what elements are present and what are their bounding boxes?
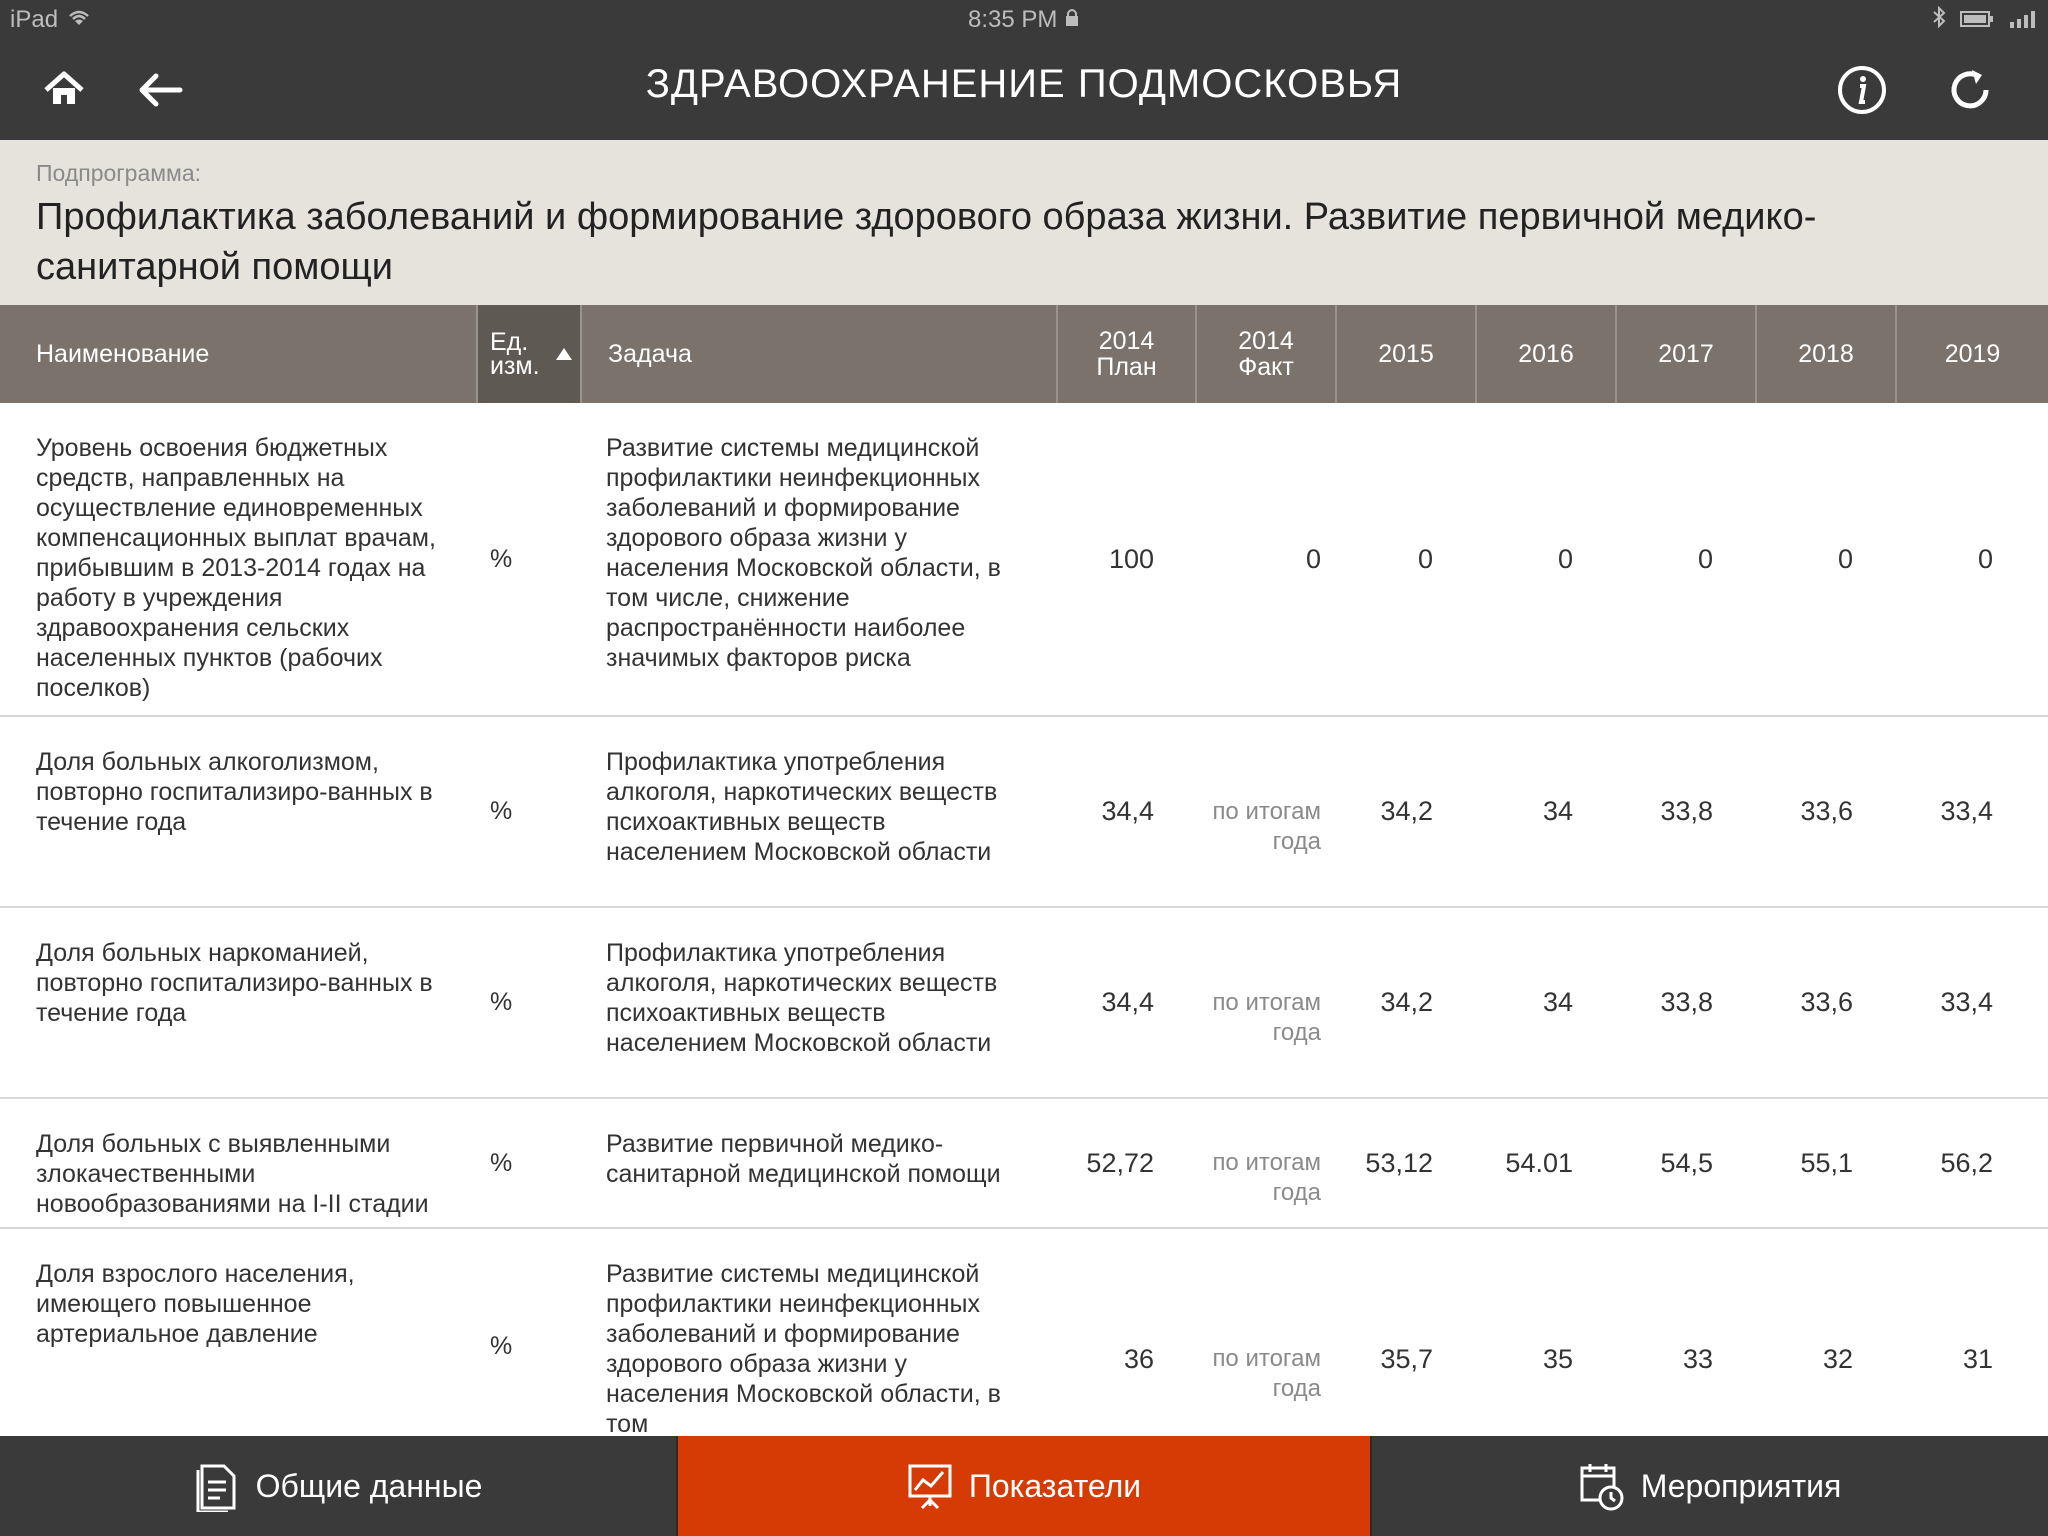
device-name: iPad <box>10 6 59 33</box>
table-row[interactable] <box>0 717 2048 908</box>
top-bar <box>0 0 2048 140</box>
row-2015: 34,2 <box>1380 987 1433 1017</box>
bottom-tab-bar <box>0 1436 2048 1536</box>
row-2019: 33,4 <box>1940 987 1993 1017</box>
column-header-task-label: Задача <box>608 339 692 368</box>
column-header-2019[interactable] <box>1897 305 2048 403</box>
column-header-2014-plan[interactable] <box>1058 305 1197 403</box>
table-row[interactable] <box>0 1229 2048 1436</box>
row-name: Доля больных с выявленными злокачественными новообразованиями на I-II стадии <box>36 1130 429 1218</box>
row-2015: 53,12 <box>1365 1147 1433 1178</box>
row-2015: 34,2 <box>1380 796 1433 826</box>
column-header-2014-fact[interactable] <box>1197 305 1337 403</box>
row-task: Профилактика употребления алкоголя, наркотических веществ психоактивных веществ населением Московской области <box>606 939 998 1057</box>
row-2019: 0 <box>1977 543 1993 574</box>
row-unit: % <box>490 988 513 1016</box>
table-header <box>0 305 2048 403</box>
lock-icon <box>1064 6 1080 33</box>
refresh-button[interactable] <box>1940 60 2000 120</box>
row-2017: 54,5 <box>1660 1147 1713 1178</box>
sort-ascending-icon <box>556 348 572 360</box>
row-2017: 0 <box>1697 543 1713 574</box>
document-icon <box>194 1460 240 1512</box>
column-header-name-label: Наименование <box>36 339 210 368</box>
row-2014-fact: по итогам года <box>1212 797 1321 855</box>
row-2018: 55,1 <box>1800 1147 1853 1178</box>
signal-icon <box>2008 7 2038 35</box>
column-header-2017[interactable] <box>1617 305 1757 403</box>
table-row[interactable] <box>0 403 2048 717</box>
row-unit: % <box>490 544 513 573</box>
indicators-table[interactable] <box>0 403 2048 1436</box>
row-name: Доля больных алкоголизмом, повторно госпитализиро-ванных в течение года <box>36 748 433 836</box>
column-header-2016-label: 2016 <box>1518 340 1574 368</box>
row-2015: 0 <box>1417 543 1433 574</box>
refresh-icon <box>1940 60 2000 120</box>
row-task: Развитие системы медицинской профилактики неинфекционных заболеваний и формирование здорового образа жизни у населения Московской области, в том числе, снижение распространённости наиболее значимых факторов риска <box>606 434 1001 672</box>
row-2014-plan: 52,72 <box>1086 1147 1154 1178</box>
status-bar <box>0 0 2048 40</box>
row-task: Развитие системы медицинской профилактики неинфекционных заболеваний и формирование здорового образа жизни у населения Московской области, в том <box>606 1260 1001 1436</box>
row-2015: 35,7 <box>1380 1343 1433 1374</box>
column-header-unit[interactable] <box>478 305 582 403</box>
tab-general-data[interactable] <box>0 1436 676 1536</box>
row-task: Профилактика употребления алкоголя, наркотических веществ психоактивных веществ населением Московской области <box>606 748 998 866</box>
row-2014-plan: 100 <box>1108 543 1154 574</box>
row-2014-plan: 34,4 <box>1101 987 1154 1017</box>
row-2019: 56,2 <box>1940 1147 1993 1178</box>
row-2014-fact: по итогам года <box>1212 1149 1321 1206</box>
row-name: Доля больных наркоманией, повторно госпитализиро-ванных в течение года <box>36 939 433 1027</box>
row-name: Уровень освоения бюджетных средств, направленных на осуществление единовременных компенсационных выплат врачам, прибывшим в 2013-2014 годах на работу в учреждения здравоохранения сельских населенных пунктов (рабочих поселков) <box>36 434 436 702</box>
row-name: Доля взрослого населения, имеющего повышенное артериальное давление <box>36 1260 355 1348</box>
row-2019: 31 <box>1962 1343 1993 1374</box>
row-2014-plan: 36 <box>1123 1343 1154 1374</box>
row-2014-fact: по итогам года <box>1212 988 1321 1046</box>
row-2014-plan: 34,4 <box>1101 796 1154 826</box>
row-2018: 0 <box>1837 543 1853 574</box>
calendar-clock-icon <box>1579 1460 1625 1512</box>
info-button[interactable] <box>1832 60 1892 120</box>
column-header-2014-plan-label: 2014 План <box>1096 327 1157 381</box>
row-2017: 33 <box>1682 1343 1713 1374</box>
subprogram-title: Профилактика заболеваний и формирование здорового образа жизни. Развитие первичной медико-санитарной помощи <box>36 196 1817 288</box>
row-task: Развитие первичной медико-санитарной медицинской помощи <box>606 1130 1001 1188</box>
tab-general-data-label: Общие данные <box>255 1467 483 1504</box>
table-row[interactable] <box>0 908 2048 1099</box>
row-2017: 33,8 <box>1660 987 1713 1017</box>
subprogram-label: Подпрограмма: <box>36 160 202 186</box>
row-unit: % <box>490 797 513 825</box>
column-header-2018[interactable] <box>1757 305 1897 403</box>
row-2018: 33,6 <box>1800 796 1853 826</box>
battery-icon <box>1960 7 1994 35</box>
row-2014-fact: по итогам года <box>1212 1345 1321 1402</box>
bluetooth-icon <box>1932 6 1946 35</box>
column-header-unit-label: Ед. изм. <box>490 328 540 380</box>
column-header-2019-label: 2019 <box>1944 340 2001 368</box>
column-header-name[interactable] <box>0 305 478 403</box>
tab-indicators-label: Показатели <box>968 1467 1142 1504</box>
row-unit: % <box>490 1331 513 1360</box>
row-2019: 33,4 <box>1940 796 1993 826</box>
column-header-2015-label: 2015 <box>1378 340 1434 368</box>
column-header-2016[interactable] <box>1477 305 1617 403</box>
presentation-chart-icon <box>907 1460 953 1512</box>
row-2018: 32 <box>1822 1343 1853 1374</box>
clock: 8:35 PM <box>967 6 1058 33</box>
tab-events[interactable] <box>1372 1436 2048 1536</box>
row-2014-fact: 0 <box>1305 543 1321 574</box>
column-header-2018-label: 2018 <box>1798 340 1854 368</box>
column-header-task[interactable] <box>582 305 1058 403</box>
row-2016: 54.01 <box>1505 1147 1573 1178</box>
row-2016: 35 <box>1542 1343 1573 1374</box>
row-2016: 34 <box>1542 987 1573 1017</box>
row-2017: 33,8 <box>1660 796 1713 826</box>
row-2016: 0 <box>1557 543 1573 574</box>
column-header-2015[interactable] <box>1337 305 1477 403</box>
page-title: ЗДРАВООХРАНЕНИЕ ПОДМОСКОВЬЯ <box>645 62 1403 106</box>
row-unit: % <box>490 1148 513 1177</box>
tab-events-label: Мероприятия <box>1640 1467 1842 1504</box>
subprogram-panel <box>0 140 2048 305</box>
table-row[interactable] <box>0 1099 2048 1229</box>
column-header-2017-label: 2017 <box>1658 340 1714 368</box>
tab-indicators[interactable] <box>678 1436 1370 1536</box>
column-header-2014-fact-label: 2014 Факт <box>1238 327 1294 381</box>
row-2018: 33,6 <box>1800 987 1853 1017</box>
row-2016: 34 <box>1542 796 1573 826</box>
info-icon <box>1832 60 1892 120</box>
